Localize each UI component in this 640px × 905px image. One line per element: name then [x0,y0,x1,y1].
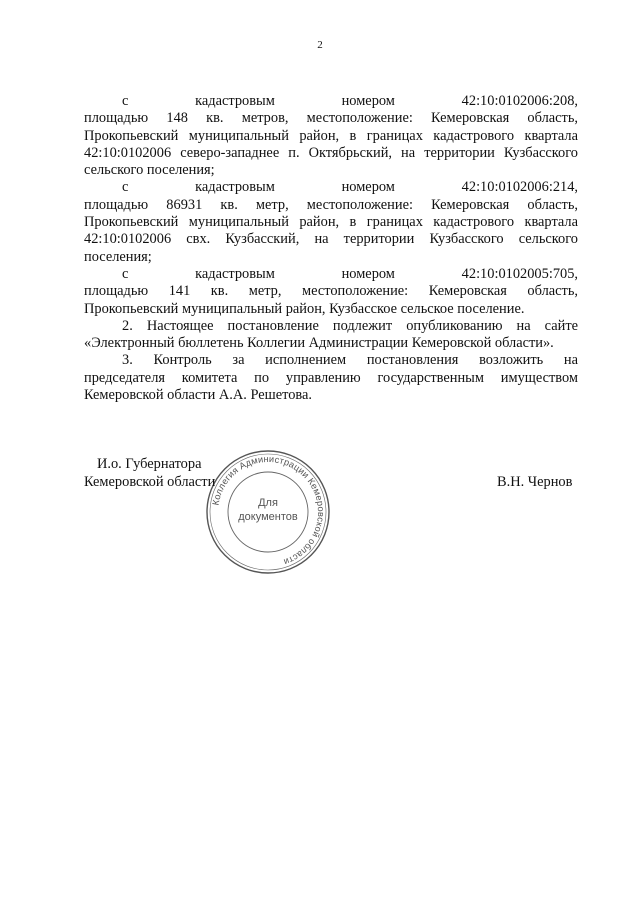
cadastral-item-1-line-1: с кадастровым номером 42:10:0102006:208, [122,93,578,109]
signatory-position-line-2: Кемеровской области [84,474,216,490]
clause-2-line-1: 2. Настоящее постановление подлежит опубликованию на сайте [122,317,578,334]
cadastral-item-3-line-1: с кадастровым номером 42:10:0102005:705, [122,265,578,282]
cadastral-item-3-line-3: Прокопьевский муниципальный район, Кузбасское сельское поселение. [84,300,525,317]
official-stamp [203,447,333,577]
signatory-position [84,455,215,491]
cadastral-item-3-line-2: площадью 141 кв. метр, местоположение: Кемеровская область, [84,283,578,300]
clause-3-line-2: председателя комитета по управлению государственным имуществом [84,369,578,386]
cadastral-item-2-line-4: 42:10:0102006 свх. Кузбасский, на территории Кузбасского сельского [84,231,578,248]
cadastral-item-2-line-5: поселения; [84,248,152,265]
clause-3-line-3: Кемеровской области А.А. Решетова. [84,387,313,404]
cadastral-item-1-line-2: площадью 148 кв. метров, местоположение: Кемеровская область, [84,110,578,127]
cadastral-item-2-line-1: с кадастровым номером 42:10:0102006:214, [122,179,578,196]
signatory-name: В.Н. Чернов [497,474,573,490]
cadastral-item-2-line-2: площадью 86931 кв. метр, местоположение: Кемеровская область, [84,196,578,213]
signatory-position-line-1: И.о. Губернатора [97,456,202,472]
cadastral-item-2-line-3: Прокопьевский муниципальный район, в границах кадастрового квартала [84,214,578,231]
clause-3-line-1: 3. Контроль за исполнением постановления возложить на [122,352,578,369]
document-body [84,93,578,404]
cadastral-item-1-line-5: сельского поселения; [84,162,215,179]
stamp-center-line-2: документов [238,511,298,523]
page-number: 2 [317,39,323,51]
stamp-center-line-1: Для [258,497,278,509]
cadastral-item-1-line-3: Прокопьевский муниципальный район, в границах кадастрового квартала [84,127,578,144]
stamp-ring-text: Коллегия Администрации Кемеровской области [210,453,327,568]
cadastral-item-1-line-4: 42:10:0102006 северо-западнее п. Октябрьский, на территории Кузбасского [84,144,578,161]
clause-2-line-2: «Электронный бюллетень Коллегии Администрации Кемеровской области». [84,335,554,352]
